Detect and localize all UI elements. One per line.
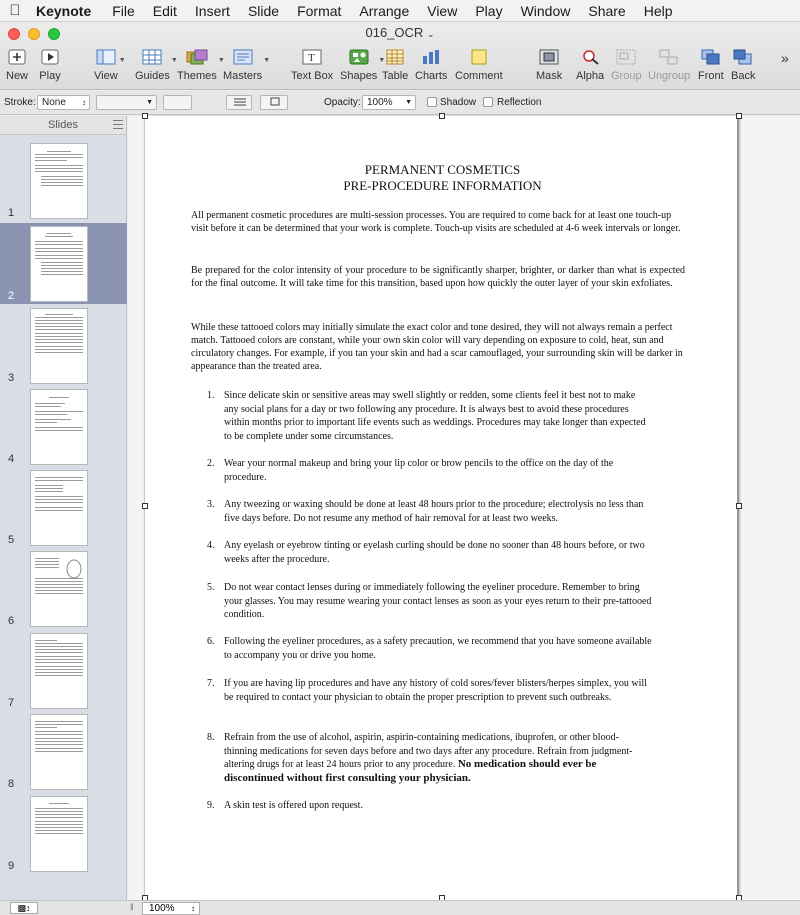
- format-bar: [0, 91, 800, 115]
- menu-slide[interactable]: Slide: [247, 2, 280, 19]
- slide-preview: [30, 551, 88, 627]
- themes-icon: ▼: [186, 48, 208, 66]
- ungroup-icon: [658, 48, 680, 66]
- magic-wand-icon: [579, 48, 601, 66]
- menu-insert[interactable]: Insert: [194, 2, 230, 19]
- document-title: PERMANENT COSMETICS PRE-PROCEDURE INFORMATION: [343, 162, 542, 193]
- navigator-options-icon[interactable]: [113, 120, 123, 129]
- face-diagram-icon: [65, 558, 83, 580]
- svg-text:T: T: [308, 52, 315, 64]
- group-icon: [615, 48, 637, 66]
- slide-preview: [30, 714, 88, 790]
- intro-paragraph-2: Be prepared for the color intensity of your procedure to be significantly sharper, brighter, or darker than what is expected for the final outcome. It will take time for this transition, based upon how quickly the outer layer of your skin exfoliates.: [191, 265, 685, 289]
- text-box-icon: [301, 48, 323, 66]
- play-button[interactable]: Play: [39, 48, 61, 82]
- toolbar: [0, 22, 800, 90]
- resize-handle-top-right[interactable]: [736, 113, 742, 119]
- menu-view[interactable]: View: [427, 2, 458, 19]
- menu-file[interactable]: File: [112, 2, 135, 19]
- plus-icon: [6, 48, 28, 66]
- intro-paragraph-3: While these tattooed colors may initially simulate the exact color and tone desired, they will not always remain a perfect match. Tattooed colors are constant, while your own skin color will vary depending on exposure to cold, heat, sun and circulatory changes. For example, if you tan your skin and had a scar camouflaged, your surrounding skin will be darker in appearance than the treated area.: [191, 322, 683, 372]
- divider-grip-icon[interactable]: ‖: [130, 902, 134, 912]
- slide-preview: [30, 796, 88, 872]
- ungroup-button[interactable]: Ungroup: [648, 48, 690, 82]
- menu-help[interactable]: Help: [643, 2, 673, 19]
- reflection-label: Reflection: [497, 97, 542, 108]
- window-title[interactable]: 016_OCR ⌄: [365, 25, 435, 40]
- slide-thumbnail-1[interactable]: 1: [0, 140, 127, 221]
- slide-preview: [30, 308, 88, 384]
- comment-button[interactable]: Comment: [455, 48, 503, 82]
- front-button[interactable]: Front: [698, 48, 724, 82]
- alpha-button[interactable]: Alpha: [576, 48, 604, 82]
- align-button[interactable]: [226, 95, 252, 110]
- text-box-button[interactable]: T Text Box: [291, 48, 333, 82]
- mask-button[interactable]: Mask: [536, 48, 562, 82]
- slide-thumbnail-4[interactable]: 4: [0, 386, 127, 467]
- status-bar: [0, 900, 800, 915]
- shadow-checkbox[interactable]: [427, 97, 437, 107]
- menu-edit[interactable]: Edit: [152, 2, 177, 19]
- menu-share[interactable]: Share: [588, 2, 626, 19]
- frame-button[interactable]: [260, 95, 288, 110]
- back-button[interactable]: Back: [731, 48, 755, 82]
- intro-paragraph-1: All permanent cosmetic procedures are multi-session processes. You are required to come back for at least one touch-up visit before it can be determined that your work is complete. Touch-up visits are scheduled at 4-6 week intervals or longer.: [191, 210, 681, 234]
- play-icon: [39, 48, 61, 66]
- mask-icon: [538, 48, 560, 66]
- shapes-icon: ▼: [348, 48, 370, 66]
- slide-navigator: [0, 116, 127, 900]
- stroke-label: Stroke:: [4, 97, 36, 108]
- slide-preview: [30, 470, 88, 546]
- guides-button[interactable]: ▼ Guides: [135, 48, 170, 82]
- comment-icon: [468, 48, 490, 66]
- slide-thumbnail-3[interactable]: 3: [0, 305, 127, 386]
- menu-play[interactable]: Play: [475, 2, 503, 19]
- slide-thumbnail-2[interactable]: 2: [0, 223, 127, 304]
- slide-thumbnail-5[interactable]: 5: [0, 467, 127, 548]
- bar-chart-icon: [420, 48, 442, 66]
- table-button[interactable]: Table: [382, 48, 408, 82]
- themes-button[interactable]: ▼ Themes: [177, 48, 217, 82]
- app-menu[interactable]: Keynote: [36, 2, 92, 19]
- menu-arrange[interactable]: Arrange: [359, 2, 410, 19]
- slide-thumbnail-9[interactable]: 9: [0, 793, 127, 874]
- masters-button[interactable]: ▼ Masters: [223, 48, 262, 82]
- menu-bar: [0, 0, 800, 22]
- slide-preview: [30, 389, 88, 465]
- slide-preview: [30, 633, 88, 709]
- toolbar-overflow-button[interactable]: »: [781, 50, 789, 66]
- view-icon: ▼: [95, 48, 117, 66]
- grid-icon: ▼: [141, 48, 163, 66]
- menu-window[interactable]: Window: [520, 2, 571, 19]
- view-button[interactable]: ▼ View: [94, 48, 118, 82]
- send-back-icon: [732, 48, 754, 66]
- zoom-select[interactable]: 100% ↕: [142, 902, 200, 915]
- group-button[interactable]: Group: [611, 48, 642, 82]
- apple-menu-icon[interactable]: [0, 2, 30, 19]
- opacity-select[interactable]: 100% ▼: [362, 95, 416, 110]
- opacity-label: Opacity:: [324, 97, 361, 108]
- resize-handle-top[interactable]: [439, 113, 445, 119]
- resize-handle-top-left[interactable]: [142, 113, 148, 119]
- bring-front-icon: [700, 48, 722, 66]
- slide-preview: [30, 226, 88, 302]
- slide-thumbnail-8[interactable]: 8: [0, 711, 127, 792]
- slide-preview: [30, 143, 88, 219]
- shapes-button[interactable]: ▼ Shapes: [340, 48, 377, 82]
- resize-handle-right[interactable]: [736, 503, 742, 509]
- slide-canvas[interactable]: [128, 116, 800, 900]
- new-slide-button[interactable]: New: [6, 48, 28, 82]
- menu-format[interactable]: Format: [297, 2, 342, 19]
- table-icon: [384, 48, 406, 66]
- navigator-header: Slides: [0, 116, 126, 135]
- slide-thumbnail-6[interactable]: 6: [0, 548, 127, 629]
- reflection-checkbox[interactable]: [483, 97, 493, 107]
- stroke-color-well[interactable]: [163, 95, 192, 110]
- charts-button[interactable]: Charts: [415, 48, 447, 82]
- stroke-width-select[interactable]: ▼: [96, 95, 157, 110]
- stroke-select[interactable]: None ↕: [37, 95, 90, 110]
- medication-warning: No medication should ever be discontinued without first consulting your physician.: [224, 758, 597, 784]
- view-mode-icon[interactable]: ▩↕: [10, 902, 38, 914]
- resize-handle-left[interactable]: [142, 503, 148, 509]
- slide-page[interactable]: PERMANENT COSMETICS PRE-PROCEDURE INFORMATION All permanent cosmetic procedures are multi-session processes. You are required to come back for at least one touch-up visit before it can be determined that your work is complete. Touch-up visits are scheduled at 4-6 week intervals or longer. Be prepared for the color intensity of your procedure to be significantly sharper, brighter, or darker than what is expected for the final outcome. It will take time for this transition, based upon how quickly the outer layer of your skin exfoliates. While these tattooed colors may initially simulate the exact color and tone desired, they will not always remain a perfect match. Tattooed colors are constant, while your own skin color will vary depending on exposure to cold, heat, sun and circulatory changes. For example, if you tan your skin and had a scar camouflaged, your surrounding skin will be darker in appearance than the treated area. 1. Since delicate skin or sensitive areas may swell slightly or redden, some clients feel it best not to make any social plans for a day or two following any procedure. It is always best to avoid these procedures within months prior to important life events such as weddings. Procedures may take longer than expected to be complete under some circumstances. 2. Wear your normal makeup and bring your lip color or brow pencils to the office on the day of the procedure. 3. Any tweezing or waxing should be done at least 48 hours prior to the procedure; electrolysis no less than five days before. Do not resume any method of hair removal for at least two weeks. 4. Any eyelash or eyebrow tinting or eyelash curling should be done no sooner than 48 hours before, or two weeks after the procedure. 5. Do not wear contact lenses during or immediately following the eyeliner procedure. Remember to bring your glasses. You may resume wearing your contact lenses as soon as your eyes return to their pre-tattooed condition. 6. Following the eyeliner procedures, as a safety precaution, we recommend that you have someone available to accompany you or drive you home. 7. If you are having lip procedures and have any history of cold sores/fever blisters/herpes simplex, you will be required to contact your physician to obtain the proper prescription to prevent such outbreaks. 8. Refrain from the use of alcohol, aspirin, aspirin-containing medications, ibuprofen, or other blood-thinning medications for seven days before and two days after any procedure. Refrain from judgment-altering drugs for at least 24 hours prior to any procedure. No medication should ever be discontinued without first consulting your physician. 9. A skin test is offered upon request.: [144, 116, 739, 900]
- slide-thumbnail-7[interactable]: 7: [0, 630, 127, 711]
- masters-icon: ▼: [232, 48, 254, 66]
- shadow-label: Shadow: [440, 97, 477, 108]
